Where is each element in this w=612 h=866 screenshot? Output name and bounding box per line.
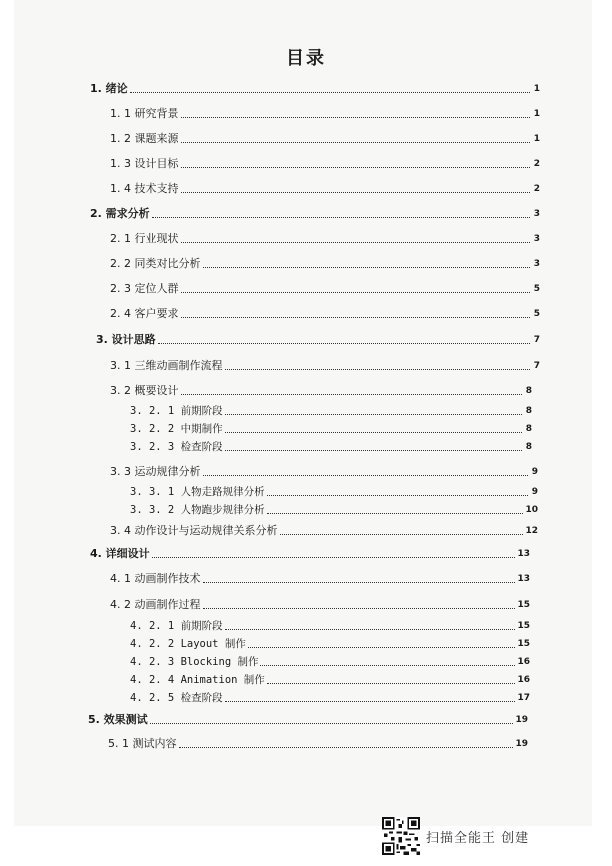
toc-page-number: 3	[533, 209, 540, 219]
toc-page-number: 16	[517, 675, 530, 685]
toc-entry[interactable]	[110, 132, 540, 146]
toc-entry[interactable]	[90, 547, 530, 561]
toc-dot-leader	[267, 683, 516, 684]
toc-dot-leader	[152, 557, 516, 558]
toc-dot-leader	[181, 167, 531, 168]
toc-page-number: 12	[525, 526, 538, 536]
toc-entry[interactable]	[96, 333, 540, 347]
toc-page-number: 15	[517, 621, 530, 631]
toc-entry[interactable]	[110, 572, 530, 586]
toc-entry[interactable]	[110, 359, 540, 373]
toc-entry-label: 5. 效果测试	[88, 713, 148, 726]
toc-entry-label: 3. 2. 2 中期制作	[130, 423, 223, 435]
toc-page-number: 19	[515, 739, 528, 749]
toc-dot-leader	[203, 608, 516, 609]
toc-entry-label: 4. 2. 1 前期阶段	[130, 620, 223, 632]
toc-dot-leader	[181, 142, 531, 143]
toc-entry-label: 3. 3. 2 人物跑步规律分析	[130, 504, 265, 516]
toc-entry-label: 3. 2 概要设计	[110, 384, 179, 397]
toc-dot-leader	[267, 513, 524, 514]
toc-dot-leader	[130, 92, 530, 93]
toc-entry[interactable]	[130, 485, 538, 499]
toc-entry[interactable]	[130, 503, 538, 517]
toc-page-number: 16	[517, 657, 530, 667]
toc-page-number: 5	[533, 284, 540, 294]
toc-page-number: 13	[517, 549, 530, 559]
toc-entry[interactable]	[110, 598, 530, 612]
toc-dot-leader	[203, 582, 516, 583]
toc-entry-label: 4. 1 动画制作技术	[110, 572, 201, 585]
toc-entry-label: 3. 4 动作设计与运动规律关系分析	[110, 524, 278, 537]
toc-entry-label: 2. 需求分析	[90, 207, 150, 220]
toc-dot-leader	[181, 292, 531, 293]
toc-dot-leader	[150, 723, 514, 724]
toc-entry[interactable]	[110, 257, 540, 271]
toc-entry-label: 4. 2. 4 Animation 制作	[130, 674, 265, 686]
toc-page-number: 2	[533, 184, 540, 194]
toc-entry-label: 1. 3 设计目标	[110, 157, 179, 170]
toc-entry[interactable]	[88, 713, 528, 727]
toc-entry[interactable]	[110, 465, 538, 479]
toc-page-number: 13	[517, 574, 530, 584]
toc-dot-leader	[225, 450, 522, 451]
toc-entry[interactable]	[108, 737, 528, 751]
toc-entry-label: 4. 2 动画制作过程	[110, 598, 201, 611]
toc-entry-label: 1. 绪论	[90, 82, 128, 95]
toc-dot-leader	[260, 665, 515, 666]
toc-entry[interactable]	[110, 524, 538, 538]
toc-entry-label: 3. 2. 3 检查阶段	[130, 441, 223, 453]
toc-entry-label: 3. 3 运动规律分析	[110, 465, 201, 478]
toc-dot-leader	[179, 747, 514, 748]
toc-page-number: 10	[525, 505, 538, 515]
toc-page-number: 3	[533, 234, 540, 244]
toc-page-number: 1	[533, 109, 540, 119]
toc-dot-leader	[158, 343, 530, 344]
toc-dot-leader	[225, 629, 516, 630]
toc-entry[interactable]	[130, 619, 530, 633]
toc-entry-label: 2. 2 同类对比分析	[110, 257, 201, 270]
toc-page-number: 19	[515, 715, 528, 725]
toc-entry[interactable]	[110, 157, 540, 171]
toc-entry-label: 5. 1 测试内容	[108, 737, 177, 750]
toc-page-number: 8	[525, 442, 532, 452]
toc-entry-label: 1. 1 研究背景	[110, 107, 179, 120]
toc-entry[interactable]	[130, 691, 530, 705]
toc-entry-label: 1. 2 课题来源	[110, 132, 179, 145]
toc-entry[interactable]	[90, 207, 540, 221]
toc-entry[interactable]	[110, 232, 540, 246]
toc-page-number: 2	[533, 159, 540, 169]
qr-code-icon	[382, 817, 420, 855]
toc-dot-leader	[225, 432, 522, 433]
toc-page-number: 8	[525, 406, 532, 416]
toc-dot-leader	[225, 701, 516, 702]
toc-page-number: 8	[525, 424, 532, 434]
toc-dot-leader	[280, 534, 524, 535]
toc-entry[interactable]	[110, 107, 540, 121]
toc-entry[interactable]	[130, 422, 532, 436]
toc-dot-leader	[152, 217, 530, 218]
toc-page-number: 8	[525, 386, 532, 396]
toc-page-number: 15	[517, 600, 530, 610]
toc-entry-label: 2. 4 客户要求	[110, 307, 179, 320]
toc-entry-label: 3. 3. 1 人物走路规律分析	[130, 486, 265, 498]
toc-entry-label: 1. 4 技术支持	[110, 182, 179, 195]
toc-entry-label: 3. 1 三维动画制作流程	[110, 359, 223, 372]
toc-dot-leader	[181, 242, 531, 243]
toc-entry-label: 4. 2. 5 检查阶段	[130, 692, 223, 704]
toc-entry[interactable]	[130, 404, 532, 418]
toc-page-number: 5	[533, 309, 540, 319]
toc-entry[interactable]	[110, 384, 532, 398]
toc-dot-leader	[181, 317, 531, 318]
toc-entry-label: 2. 3 定位人群	[110, 282, 179, 295]
toc-entry[interactable]	[110, 282, 540, 296]
toc-entry-label: 2. 1 行业现状	[110, 232, 179, 245]
toc-entry-label: 4. 详细设计	[90, 547, 150, 560]
toc-dot-leader	[203, 475, 529, 476]
toc-dot-leader	[181, 192, 531, 193]
toc-entry-label: 4. 2. 2 Layout 制作	[130, 638, 246, 650]
toc-title: 目录	[286, 48, 326, 69]
toc-entry-label: 3. 设计思路	[96, 333, 156, 346]
toc-dot-leader	[267, 495, 528, 496]
toc-entry[interactable]	[90, 82, 540, 96]
toc-entry[interactable]	[110, 182, 540, 196]
toc-page-number: 9	[531, 487, 538, 497]
toc-page-number: 15	[517, 639, 530, 649]
toc-dot-leader	[181, 117, 531, 118]
toc-page-number: 7	[533, 361, 540, 371]
toc-dot-leader	[181, 394, 523, 395]
toc-page-number: 3	[533, 259, 540, 269]
toc-entry-label: 4. 2. 3 Blocking 制作	[130, 656, 259, 668]
toc-page-number: 9	[531, 467, 538, 477]
toc-page-number: 17	[517, 693, 530, 703]
toc-entry-label: 3. 2. 1 前期阶段	[130, 405, 223, 417]
toc-page-number: 7	[533, 335, 540, 345]
toc-dot-leader	[225, 369, 531, 370]
toc-entry[interactable]	[130, 440, 532, 454]
scanner-watermark-label: 扫描全能王 创建	[426, 830, 530, 846]
toc-entry[interactable]	[130, 673, 530, 687]
toc-page-number: 1	[533, 134, 540, 144]
toc-page-number: 1	[533, 84, 540, 94]
toc-entry[interactable]	[130, 655, 530, 669]
scanner-watermark	[382, 816, 529, 856]
toc-entry[interactable]	[110, 307, 540, 321]
toc-dot-leader	[225, 414, 522, 415]
toc-dot-leader	[203, 267, 531, 268]
toc-dot-leader	[248, 647, 516, 648]
toc-entry[interactable]	[130, 637, 530, 651]
